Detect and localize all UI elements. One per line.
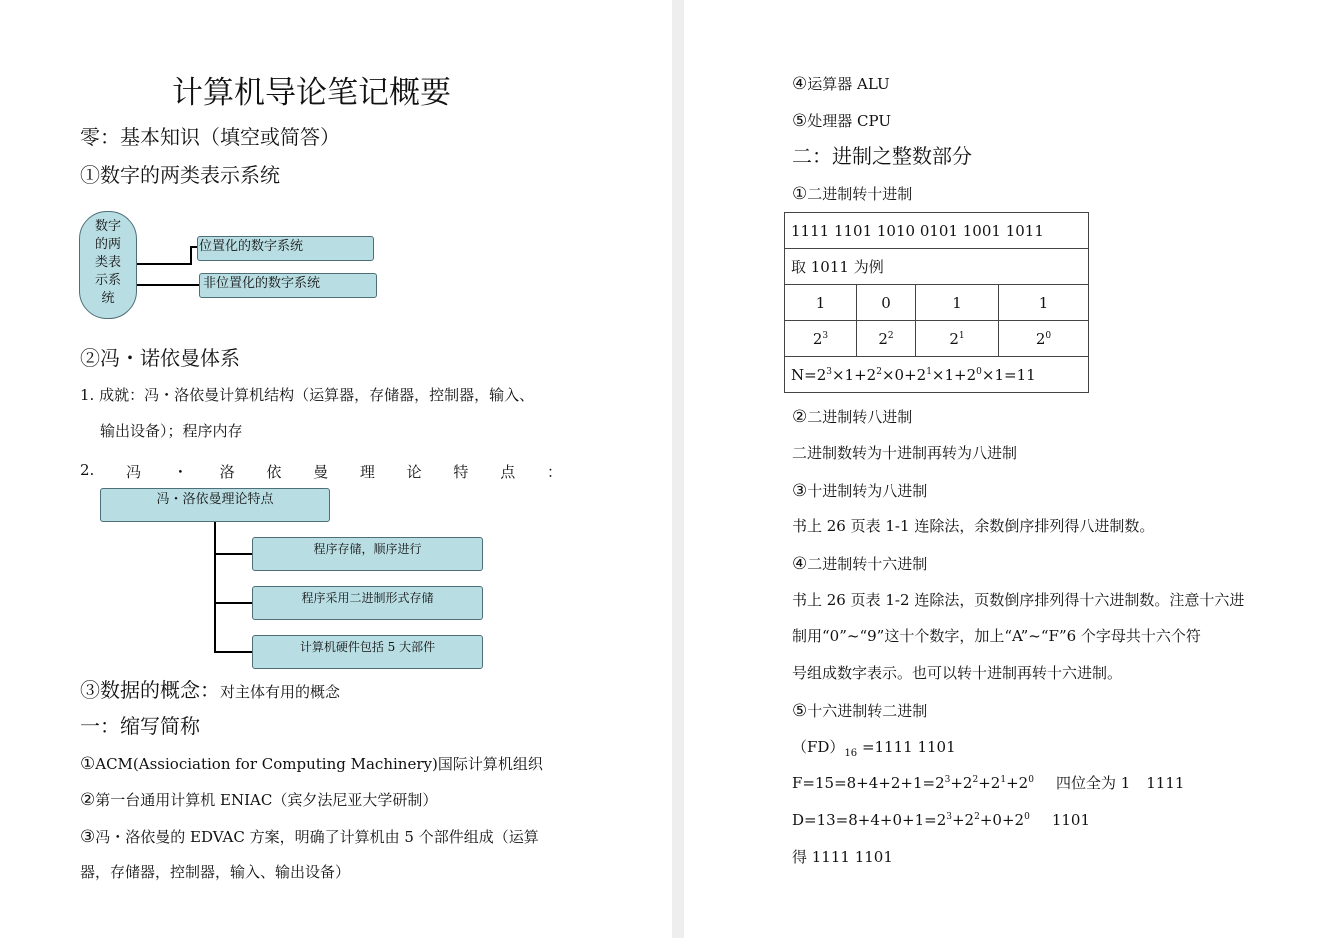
- hex-value-line: $(FD)_{16} =1111$ 1101: [792, 738, 956, 759]
- diagram-child-label: 程序存储，顺序进行: [313, 542, 422, 556]
- subsection-data-concept: ③数据的概念：对主体有用的概念: [80, 678, 341, 702]
- list-item-achievement-cont: 输出设备）；程序内存: [100, 422, 243, 440]
- table-cell: 1111 1101 1010 0101 1001 1011: [785, 213, 1089, 249]
- table-row: [785, 285, 1089, 321]
- abbr-eniac: ②第一台通用计算机 ENIAC（宾夕法尼亚大学研制）: [80, 790, 438, 810]
- table-cell: $2^0$: [999, 321, 1089, 357]
- diagram-connector: [214, 553, 254, 555]
- hex-digit-f-line: $F=15=8+4+2+1=2^3+2^2+2^1+2^0$ 四位全为 1 1111: [792, 774, 1185, 792]
- abbr-edvac: ③冯・洛依曼的 EDVAC 方案，明确了计算机由 5 个部件组成（运算: [80, 827, 539, 847]
- section-integer-base-heading: 二：进制之整数部分: [792, 144, 972, 168]
- table-cell: $2^1$: [916, 321, 999, 357]
- table-cell: 0: [857, 285, 916, 321]
- diagram-connector: [214, 602, 254, 604]
- subsection-bin-to-hex: ④二进制转十六进制: [792, 554, 928, 574]
- paragraph-bin-to-hex: 书上 26 页表 1-2 连除法，页数倒序排列得十六进制数。注意十六进: [792, 591, 1245, 609]
- diagram-child-label: 计算机硬件包括 5 大部件: [299, 640, 436, 654]
- section-abbreviations-heading: 一：缩写简称: [80, 714, 200, 738]
- diagram-child-label: 程序采用二进制形式存储: [301, 591, 434, 605]
- page-gutter: [672, 0, 684, 938]
- diagram-child-label: 非位置化的数字系统: [203, 276, 321, 291]
- diagram-root-label: 冯・洛依曼理论特点: [156, 492, 274, 507]
- diagram-child-label: 位置化的数字系统: [199, 239, 304, 254]
- abbr-acm: ①ACM(Assiociation for Computing Machinery)国际计算机组织: [80, 754, 543, 774]
- subsection-number-systems: ①数字的两类表示系统: [80, 163, 280, 187]
- table-row: [785, 357, 1089, 393]
- subsection-bin-to-oct: ②二进制转八进制: [792, 407, 913, 427]
- diagram-connector: [137, 284, 199, 286]
- abbr-edvac-cont: 器，存储器，控制器，输入、输出设备）: [80, 863, 351, 881]
- document-page-right: [684, 0, 1332, 938]
- hex-result-line: 得 1111 1101: [792, 848, 893, 866]
- paragraph-bin-to-oct: 二进制数转为十进制再转为八进制: [792, 444, 1018, 462]
- list-item-theory-features: 2. 冯 ・ 洛 依 曼 理 论 特 点 ：: [80, 461, 562, 481]
- subsection-hex-to-bin: ⑤十六进制转二进制: [792, 701, 928, 721]
- subsection-dec-to-oct: ③十进制转为八进制: [792, 481, 928, 501]
- table-row: [785, 249, 1089, 285]
- subsection-von-neumann: ②冯・诺依曼体系: [80, 346, 240, 370]
- list-item-cpu: ⑤处理器 CPU: [792, 111, 891, 131]
- hex-digit-d-line: $D=13=8+4+0+1=2^3+2^2+0+2^0$ 1101: [792, 811, 1090, 829]
- table-row: [785, 321, 1089, 357]
- table-cell: 1: [999, 285, 1089, 321]
- table-cell: 取 1011 为例: [785, 249, 1089, 285]
- paragraph-bin-to-hex-cont: 号组成数字表示。也可以转十进制再转十六进制。: [792, 664, 1123, 682]
- paragraph-bin-to-hex-cont: 制用“0”~“9”这十个数字，加上“A”~“F”6 个字母共十六个符: [792, 627, 1201, 645]
- section-basics-heading: 零：基本知识（填空或简答）: [80, 125, 340, 149]
- table-cell: 1: [916, 285, 999, 321]
- diagram-root-label: 数字 的两 类表 示系 统: [94, 219, 121, 306]
- diagram-connector: [214, 651, 254, 653]
- table-cell: 1: [785, 285, 857, 321]
- table-row: [785, 213, 1089, 249]
- diagram-trunk: [214, 522, 216, 653]
- diagram-connector: [137, 263, 191, 265]
- table-cell: $2^2$: [857, 321, 916, 357]
- paragraph-dec-to-oct: 书上 26 页表 1-1 连除法，余数倒序排列得八进制数。: [792, 517, 1155, 535]
- list-item-achievement: 1. 成就：冯・洛依曼计算机结构（运算器，存储器，控制器，输入、: [80, 386, 535, 404]
- document-title: 计算机导论笔记概要: [172, 75, 451, 111]
- list-item-alu: ④运算器 ALU: [792, 74, 890, 94]
- table-cell: $2^3$: [785, 321, 857, 357]
- binary-conversion-table: [784, 212, 1089, 393]
- table-cell-formula: $N=2^3\times 1+2^2\times 0+2^1\times 1+2^0\times 1=11$: [785, 357, 1089, 393]
- diagram-connector: [190, 246, 192, 265]
- subsection-bin-to-dec: ①二进制转十进制: [792, 184, 913, 204]
